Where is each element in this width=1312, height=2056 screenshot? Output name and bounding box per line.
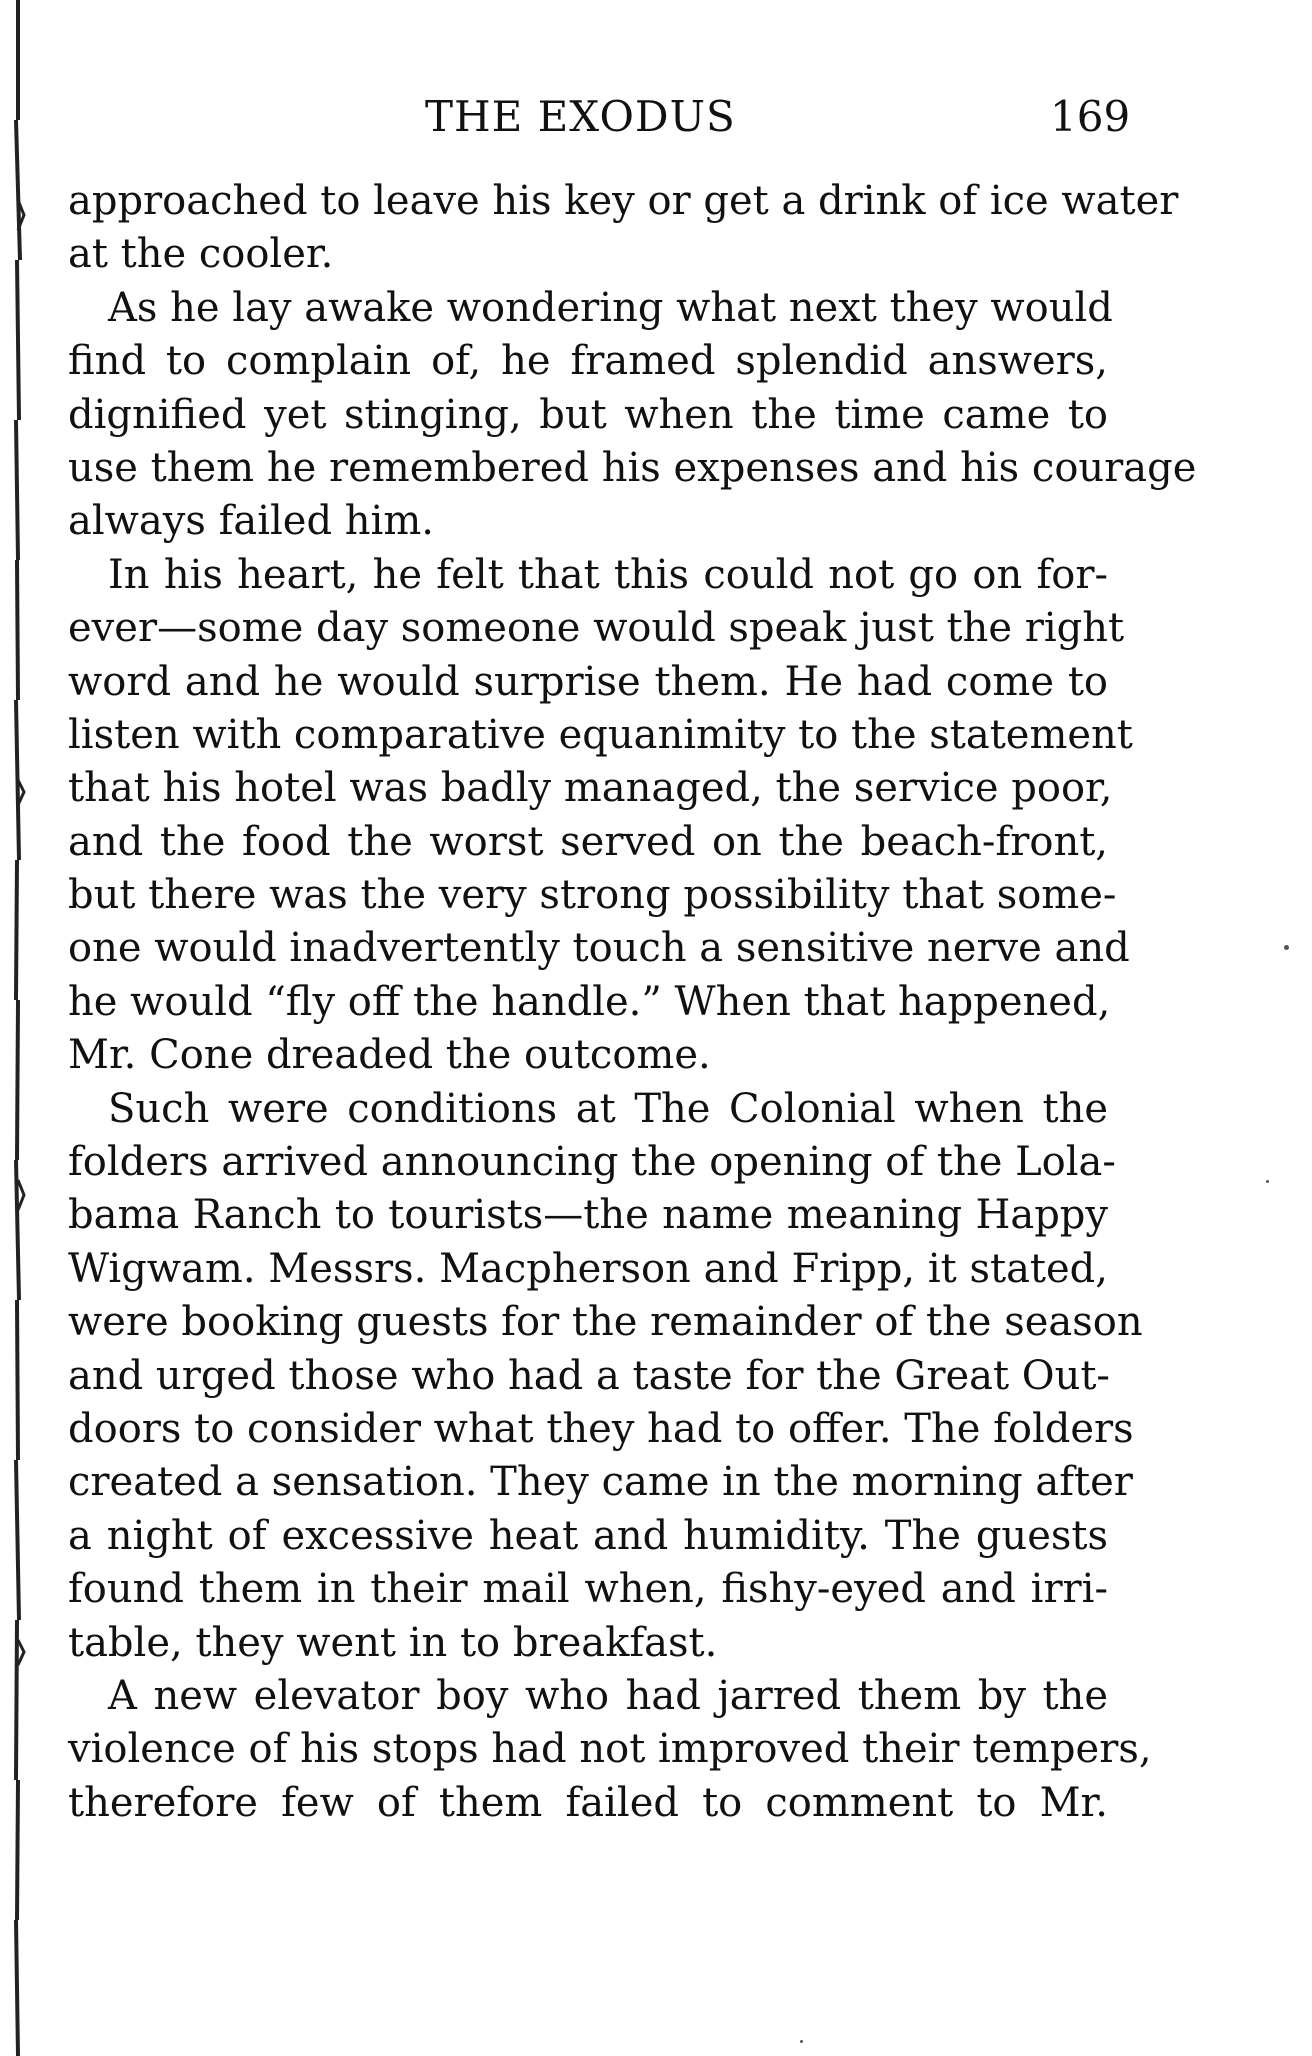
scan-speck <box>1284 945 1289 950</box>
text-line: As he lay awake wondering what next they would <box>108 284 1113 331</box>
text-line: found them in their mail when, fishy-eyed and irri- <box>68 1566 1108 1613</box>
text-line: and urged those who had a taste for the Great Out- <box>68 1352 1110 1399</box>
text-line: at the cooler. <box>68 231 334 278</box>
text-line: bama Ranch to tourists—the name meaning Happy <box>68 1192 1108 1239</box>
text-line: but there was the very strong possibility that some- <box>68 872 1117 919</box>
text-line: folders arrived announcing the opening of the Lola- <box>68 1139 1116 1186</box>
text-line: ever—some day someone would speak just the right <box>68 605 1125 652</box>
text-line: were booking guests for the remainder of the season <box>68 1299 1143 1346</box>
text-line: In his heart, he felt that this could not go on for- <box>108 551 1108 598</box>
text-line: violence of his stops had not improved their tempers, <box>68 1726 1152 1773</box>
text-line: approached to leave his key or get a drink of ice water <box>68 178 1179 224</box>
text-line: Wigwam. Messrs. Macpherson and Fripp, it stated, <box>68 1245 1108 1292</box>
text-line: always failed him. <box>68 498 434 545</box>
page-number: 169 <box>1050 92 1131 141</box>
text-line: Such were conditions at The Colonial when the <box>108 1085 1108 1132</box>
text-line: find to complain of, he framed splendid answers, <box>68 338 1108 385</box>
text-line: table, they went in to breakfast. <box>68 1619 718 1666</box>
running-title: THE EXODUS <box>425 92 736 141</box>
scan-speck <box>1266 1180 1269 1183</box>
running-head <box>0 92 1312 148</box>
scan-speck <box>800 2040 803 2043</box>
binding-edge-shadow <box>4 0 34 2056</box>
text-line: created a sensation. They came in the morning after <box>68 1459 1133 1506</box>
text-line: one would inadvertently touch a sensitive nerve and <box>68 925 1130 972</box>
text-line: word and he would surprise them. He had come to <box>68 658 1108 705</box>
text-line: use them he remembered his expenses and his courage <box>68 444 1197 491</box>
text-line: therefore few of them failed to comment to Mr. <box>68 1779 1108 1826</box>
text-line: Mr. Cone dreaded the outcome. <box>68 1032 711 1079</box>
text-line: and the food the worst served on the beach-front, <box>68 818 1108 865</box>
body-text <box>68 175 1197 1830</box>
text-line: doors to consider what they had to offer. The folders <box>68 1405 1134 1452</box>
text-line: dignified yet stinging, but when the time came to <box>68 391 1108 438</box>
text-line: a night of excessive heat and humidity. The guests <box>68 1512 1108 1559</box>
text-line: A new elevator boy who had jarred them by the <box>108 1672 1108 1719</box>
text-line: that his hotel was badly managed, the service poor, <box>68 765 1113 812</box>
text-line: listen with comparative equanimity to the statement <box>68 711 1133 758</box>
text-line: he would “fly off the handle.” When that happened, <box>68 978 1111 1025</box>
